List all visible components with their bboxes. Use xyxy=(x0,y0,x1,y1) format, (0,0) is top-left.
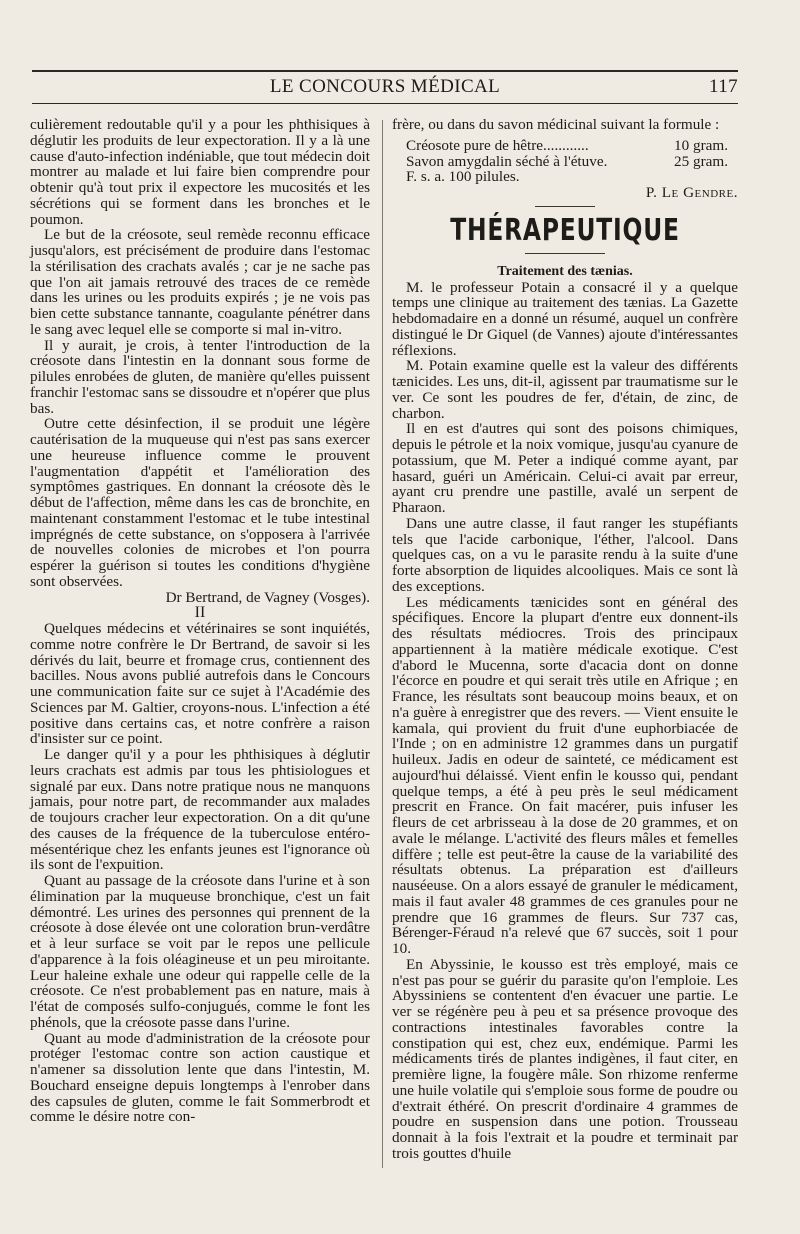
paragraph: Quelques médecins et vétérinaires se sont inquiétés, comme notre confrère le Dr Bertrand, de savoir si les dérivés du lait, beurre et fromage crus, contiennent des bacilles. Nous avons publié autrefois dans le Concours une communication faite sur ce sujet à l'Académie des Sciences par M. Galtier, croyons-nous. L'infection a été positive dans certains cas, et notre confrère a raison d'insister sur ce point. xyxy=(30,620,370,748)
paragraph: culièrement redoutable qu'il y a pour les phthisiques à déglutir les produits de leur expectoration. Il y a là une cause d'auto-infection indéniable, que tout médecin doit montrer au malade et lui faire bien comprendre pour obtenir qu'à tout prix il expectore les mucosités et les sécrétions qui se forment dans les bronches et le poumon. xyxy=(30,116,370,228)
journal-title: LE CONCOURS MÉDICAL xyxy=(269,76,501,97)
formula-row xyxy=(406,169,738,185)
prescription-formula xyxy=(406,138,738,185)
paragraph: Les médicaments tænicides sont en général des spécifiques. Encore la plupart d'entre eux donnent-ils des résultats médiocres. Trois des principaux appartiennent à la matière médicale exotique. C'est d'abord le Mucenna, sorte d'acacia dont on donne l'écorce en poudre et qui serait très utile en Afrique ; en France, les résultats sont beaucoup moins beaux, et on n'a guère à enregistrer que des revers. — Vient ensuite le kamala, qui provient du fruit d'une euphorbiacée de l'Inde ; on en administre 12 grammes dans un purgatif huileux. Jadis en odeur de sainteté, ce médicament est aujourd'hui délaissé. Vient enfin le kousso qui, pendant quelque temps, a été à peu près le seul médicament prescrit en France. On fait macérer, puis infuser les fleurs de cet arbrisseau à la dose de 20 grammes, et on avale le mélange. L'activité des fleurs mâles et femelles diffère ; telle est peut-être la cause de la variabilité des résultats obtenus. La préparation est d'ailleurs nauséeuse. On a alors essayé de granuler le médicament, mais il faut avaler 48 grammes de ces granules pour ne prendre que 16 grammes de fleurs. Sur 737 cas, Bérenger-Féraud n'a relevé que 67 succès, soit 1 pour 10. xyxy=(392,593,738,957)
paragraph: Il y aurait, je crois, à tenter l'introduction de la créosote dans l'intestin en la donnant sous forme de pilules enrobées de gluten, de manière qu'elles puissent franchir l'estomac sans se dissoudre et n'opérer que plus bas. xyxy=(30,336,370,417)
left-column xyxy=(30,117,370,1125)
author-signature: Dr Bertrand, de Vagney (Vosges). xyxy=(165,588,370,606)
paragraph: Dans une autre classe, il faut ranger les stupéfiants tels que l'acide carbonique, l'éther, l'alcool. Dans quelques cas, on a vu le parasite rendu à la suite d'une forte absorption de liquides alcooliques. Mais ce sont là des exceptions. xyxy=(392,514,738,595)
formula-quantity: 25 gram. xyxy=(674,152,728,170)
separator-rule xyxy=(525,253,605,254)
paragraph: frère, ou dans du savon médicinal suivant la formule : xyxy=(392,116,720,133)
paragraph: M. le professeur Potain a consacré il y a quelque temps une clinique au traitement des tænias. La Gazette hebdomadaire en a donné un résumé, auquel un confrère distingué le Dr Giquel (de Vannes) ajoute d'intéressantes réflexions. xyxy=(392,278,738,359)
paragraph: Outre cette désinfection, il se produit une légère cautérisation de la muqueuse qui n'est pas sans exercer une heureuse influence comme le prouvent l'augmentation d'appétit et l'amélioration des symptômes gastriques. En donnant la créosote dès le début de l'affection, même dans les cas de bronchite, en maintenant constamment l'estomac et le tube intestinal imprégnés de cette substance, on s'opposera à l'arrivée de nouvelles colonies de microbes et l'on pourra espérer la guérison si toutes les conditions d'hygiène sont observées. xyxy=(30,415,370,590)
section-numeral: II xyxy=(194,604,206,622)
paragraph: Le but de la créosote, seul remède reconnu efficace jusqu'alors, est précisément de produire dans l'estomac la stérilisation des crachats avalés ; car je ne sache pas que l'on ait jamais retrouvé des traces de ce remède dans les urines ou les produits expirés ; je ne vois pas bien cette substance tannante, coagulante pénétrer dans le sang avec lequel elle se comporte si mal in-vitro. xyxy=(30,226,370,338)
header-top-rule xyxy=(32,70,738,72)
paragraph: En Abyssinie, le kousso est très employé, mais ce n'est pas pour se guérir du parasite qu'on l'emploie. Les Abyssiniens se contentent d'en évacuer une partie. Le ver se régénère peu à peu et sa présence provoque des contractions intestinales favorables contre la constipation qui est, chez eux, endémique. Parmi les médicaments tirés de plantes indigènes, il faut citer, en première ligne, la fougère mâle. Son rhizome renferme une huile volatile qui s'emploie sous forme de poudre ou d'extrait éthéré. On prescrit d'ordinaire 4 grammes de poudre en suspension dans une potion. Trousseau donnait à la fois l'extrait et la poudre et terminait par trois gouttes d'huile xyxy=(392,955,738,1162)
section-title: THÉRAPEUTIQUE xyxy=(450,212,680,248)
paragraph: Quant au mode d'administration de la créosote pour protéger l'estomac contre son action caustique et n'amener sa dissolution lente que dans l'intestin, M. Bouchard enseigne depuis longtemps à l'enrober dans des capsules de gluten, comme le fait Sommerbrodt et comme le désire notre con- xyxy=(30,1029,370,1126)
paragraph: Quant au passage de la créosote dans l'urine et à son élimination par la muqueuse bronchique, c'est un fait démontré. Les urines des personnes qui prennent de la créosote à dose élevée ont une coloration brun-verdâtre et à leur surface se voit par le repos une pellicule d'apparence à la fois oléagineuse et un peu miroitante. Leur haleine exhale une odeur qui rappelle celle de la créosote. Ce n'est probablement pas en nature, mais à l'état de composés sulfo-conjugués, comme le font les phénols, que la créosote passe dans l'urine. xyxy=(30,872,370,1031)
separator-rule xyxy=(535,206,595,207)
author-signature: P. Le Gendre. xyxy=(645,184,738,201)
formula-item: F. s. a. 100 pilules. xyxy=(406,168,520,186)
right-column xyxy=(392,117,738,1162)
formula-row xyxy=(406,154,738,170)
formula-quantity: 10 gram. xyxy=(674,136,728,154)
paragraph: Il en est d'autres qui sont des poisons chimiques, depuis le pétrole et la noix vomique, jusqu'au cyanure de potassium, que M. Peter a indiqué comme ayant, par hasard, guéri un Américain. Celui-ci avait par erreur, ayant cru prendre une pastille, avalé un serpent de Pharaon. xyxy=(392,420,738,516)
column-divider xyxy=(382,120,383,1168)
formula-row xyxy=(406,138,738,154)
article-subtitle: Traitement des tænias. xyxy=(497,263,633,279)
paragraph: M. Potain examine quelle est la valeur des différents tænicides. Les uns, dit-il, agissent par traumatisme sur le ver. Ce sont les poudres de fer, d'étain, de zinc, de charbon. xyxy=(392,357,738,422)
paragraph: Le danger qu'il y a pour les phthisiques à déglutir leurs crachats est admis par tous les phtisiologues et signalé par eux. Dans notre pratique nous ne manquons jamais, pour notre part, de recommander aux malades de toujours cracher leur expectoration. On a dit qu'une des causes de la fréquence de la tuberculose entéro-mésentérique chez les enfants jeunes est l'ignorance où ils sont de l'expuition. xyxy=(30,746,370,874)
page-header xyxy=(32,76,738,102)
formula-item: Savon amygdalin séché à l'étuve. xyxy=(406,152,608,170)
page-number: 117 xyxy=(709,76,738,97)
header-bottom-rule xyxy=(32,103,738,104)
formula-item: Créosote pure de hêtre............ xyxy=(406,136,589,154)
